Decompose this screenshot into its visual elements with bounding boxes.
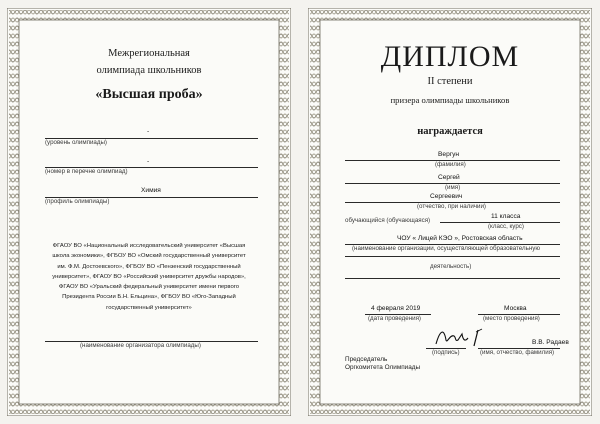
level-value: - [147,128,150,135]
school-value: ЧОУ « Лицей КЭО », Ростовская область [397,235,523,242]
signature-label: (подпись) [432,349,460,356]
patronymic-value: Сергеевич [430,193,463,200]
student-label: обучающийся (обучающаяся) [345,217,431,224]
profile-label: (профиль олимпиады) [45,198,110,205]
diploma-right-page [308,8,592,416]
school-line-2 [345,256,560,257]
place-value: Москва [504,305,527,312]
school-label-line1: (наименование организации, осуществляющей образовательную [352,245,541,252]
signature-image [432,326,492,348]
diploma-degree: II степени [427,76,473,87]
date-label: (дата проведения) [368,315,421,322]
organizers-label: (наименование организатора олимпиады) [80,342,201,349]
olympiad-title-line1: Межрегиональная [108,48,190,59]
school-line-3 [345,278,560,279]
list-number-value: - [147,158,150,165]
surname-value: Вергун [438,151,460,158]
olympiad-title-line2: олимпиада школьников [96,65,202,76]
patronymic-label: (отчество, при наличии) [417,203,486,210]
chair-line2: Оргкомитета Олимпиады [345,364,421,371]
place-label: (место проведения) [483,315,540,322]
class-label: (класс, курс) [488,223,524,230]
organizers-line: ФГАОУ ВО «Национальный исследовательский университет «Высшая [52,243,246,249]
organizers-text [27,241,271,313]
chair-name-value: В.В. Радаев [532,339,569,346]
diploma-left-page [7,8,291,416]
olympiad-name: «Высшая проба» [95,87,203,102]
diploma-subtitle: призера олимпиады школьников [390,95,510,105]
level-label: (уровень олимпиады) [45,139,107,146]
chair-line1: Председатель [345,356,388,363]
organizers-line: Президента России Б.Н. Ельцина», ФГБОУ ВО «Юго-Западный [62,294,236,301]
diploma-heading: ДИПЛОМ [380,40,520,73]
organizers-line: университет», ФГАОУ ВО «Российский университет дружбы народов», [52,273,246,280]
class-value: 11 класса [491,213,521,220]
organizers-line: ФГАОУ ВО «Уральский федеральный университет имени первого [58,284,240,291]
organizers-line: школа экономики», ФГБОУ ВО «Омский государственный университет [52,253,246,260]
organizers-line: им. Ф.М. Достоевского», ФГБОУ ВО «Пензенский государственный [57,263,241,270]
name-label: (имя) [445,184,461,191]
awarded-text: награждается [417,126,483,137]
school-label-line2: деятельность) [430,263,472,270]
surname-label: (фамилия) [435,161,466,168]
chair-name-label: (имя, отчество, фамилия) [480,349,555,356]
date-value: 4 февраля 2019 [371,305,421,312]
profile-value: Химия [141,187,161,194]
name-value: Сергей [438,174,460,181]
list-number-label: (номер в перечне олимпиад) [45,168,128,175]
organizers-line: государственный университет» [106,304,192,311]
